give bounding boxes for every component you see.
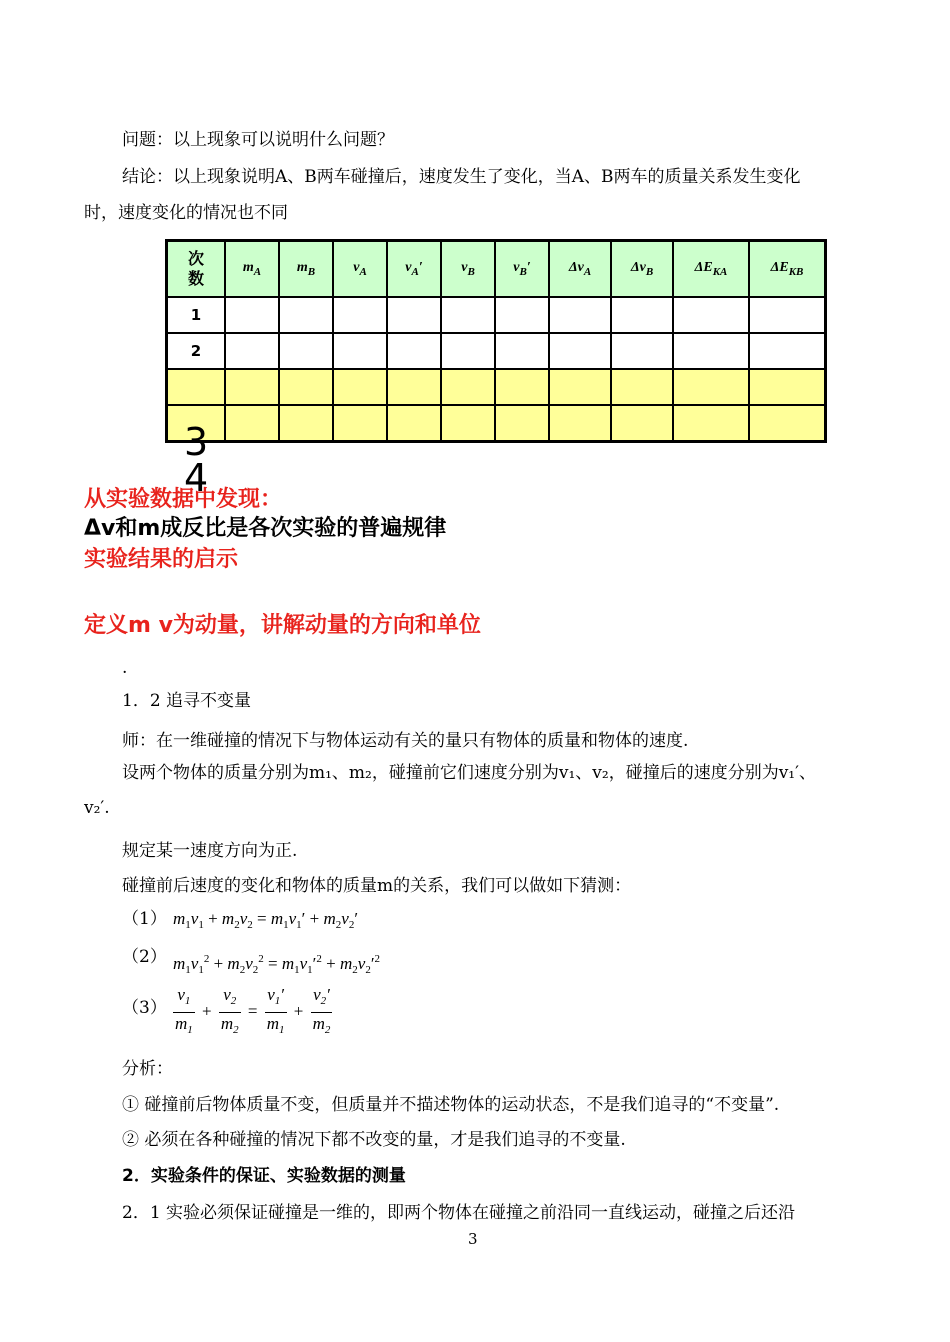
setup-line-2: v₂′. [84, 798, 110, 818]
definition-heading: 定义m v为动量，讲解动量的方向和单位 [84, 613, 481, 638]
header-dvA: $\Delta v_A$ [549, 241, 611, 298]
header-dEKB: $\Delta E_{KB}$ [749, 241, 826, 298]
header-mA: $m_A$ [225, 241, 279, 298]
table-row [167, 297, 826, 333]
header-cishu: 次 数 [167, 241, 226, 298]
row-label-4: 4 [184, 456, 209, 500]
question-text: 问题：以上现象可以说明什么问题？ [122, 130, 394, 150]
header-mB: $m_B$ [279, 241, 333, 298]
conclusion-line-1: 结论：以上现象说明A、B两车碰撞后，速度发生了变化，当A、B两车的质量关系发生变化 [122, 167, 801, 187]
section-1-2: 1．2 追寻不变量 [122, 691, 252, 711]
equation-2: $m_1v_1^2 + m_2v_2^2 = m_1v_1'^2 + m_2v_2'^2$ [173, 953, 381, 976]
direction-text: 规定某一速度方向为正. [122, 841, 298, 861]
setup-line-1: 设两个物体的质量分别为m₁、m₂，碰撞前它们速度分别为v₁、v₂，碰撞后的速度分别为v₁′、 [122, 763, 816, 783]
header-vA-prime: $v_A'$ [387, 241, 441, 298]
table-row [167, 333, 826, 369]
equation-3: $\frac{v_1}{m_1}$ + $\frac{v_2}{m_2}$ = $\frac{v_1'}{m_1}$ + $\frac{v_2'}{m_2}$ [175, 985, 331, 1036]
section-2-heading: 2．实验条件的保证、实验数据的测量 [122, 1166, 406, 1186]
analysis-point-2: ② 必须在各种碰撞的情况下都不改变的量，才是我们追寻的不变量. [122, 1130, 626, 1150]
header-dvB: $\Delta v_B$ [611, 241, 673, 298]
guess-1-label: （1） [122, 909, 167, 929]
equation-1: $m_1v_1 + m_2v_2 = m_1v_1' + m_2v_2'$ [173, 909, 359, 931]
table-header-row [167, 241, 826, 298]
section-2-1: 2．1 实验必须保证碰撞是一维的，即两个物体在碰撞之前沿同一直线运动，碰撞之后还沿 [122, 1203, 796, 1223]
table-row [167, 405, 826, 442]
finding-title: 从实验数据中发现： [84, 487, 283, 512]
teacher-text: 师：在一维碰撞的情况下与物体运动有关的量只有物体的质量和物体的速度. [122, 731, 689, 751]
header-vA: $v_A$ [333, 241, 387, 298]
page-number: 3 [468, 1230, 478, 1248]
experiment-table [165, 239, 827, 443]
enlighten-heading: 实验结果的启示 [84, 547, 239, 572]
dot: . [122, 658, 128, 678]
header-vB: $v_B$ [441, 241, 495, 298]
row-label: 2 [167, 333, 226, 369]
table-row [167, 369, 826, 405]
analysis-point-1: ① 碰撞前后物体质量不变，但质量并不描述物体的运动状态，不是我们追寻的“不变量”. [122, 1095, 780, 1115]
finding-rule: Δv和m成反比是各次实验的普遍规律 [84, 516, 447, 541]
guess-3-label: （3） [122, 998, 167, 1018]
analysis-heading: 分析： [122, 1059, 173, 1079]
header-dEKA: $\Delta E_{KA}$ [673, 241, 749, 298]
guess-2-label: （2） [122, 947, 167, 967]
row-label: 1 [167, 297, 226, 333]
guess-intro: 碰撞前后速度的变化和物体的质量m的关系，我们可以做如下猜测： [122, 876, 632, 896]
row-label-3: 3 [184, 420, 209, 464]
conclusion-line-2: 时，速度变化的情况也不同 [84, 203, 288, 223]
header-vB-prime: $v_B'$ [495, 241, 549, 298]
